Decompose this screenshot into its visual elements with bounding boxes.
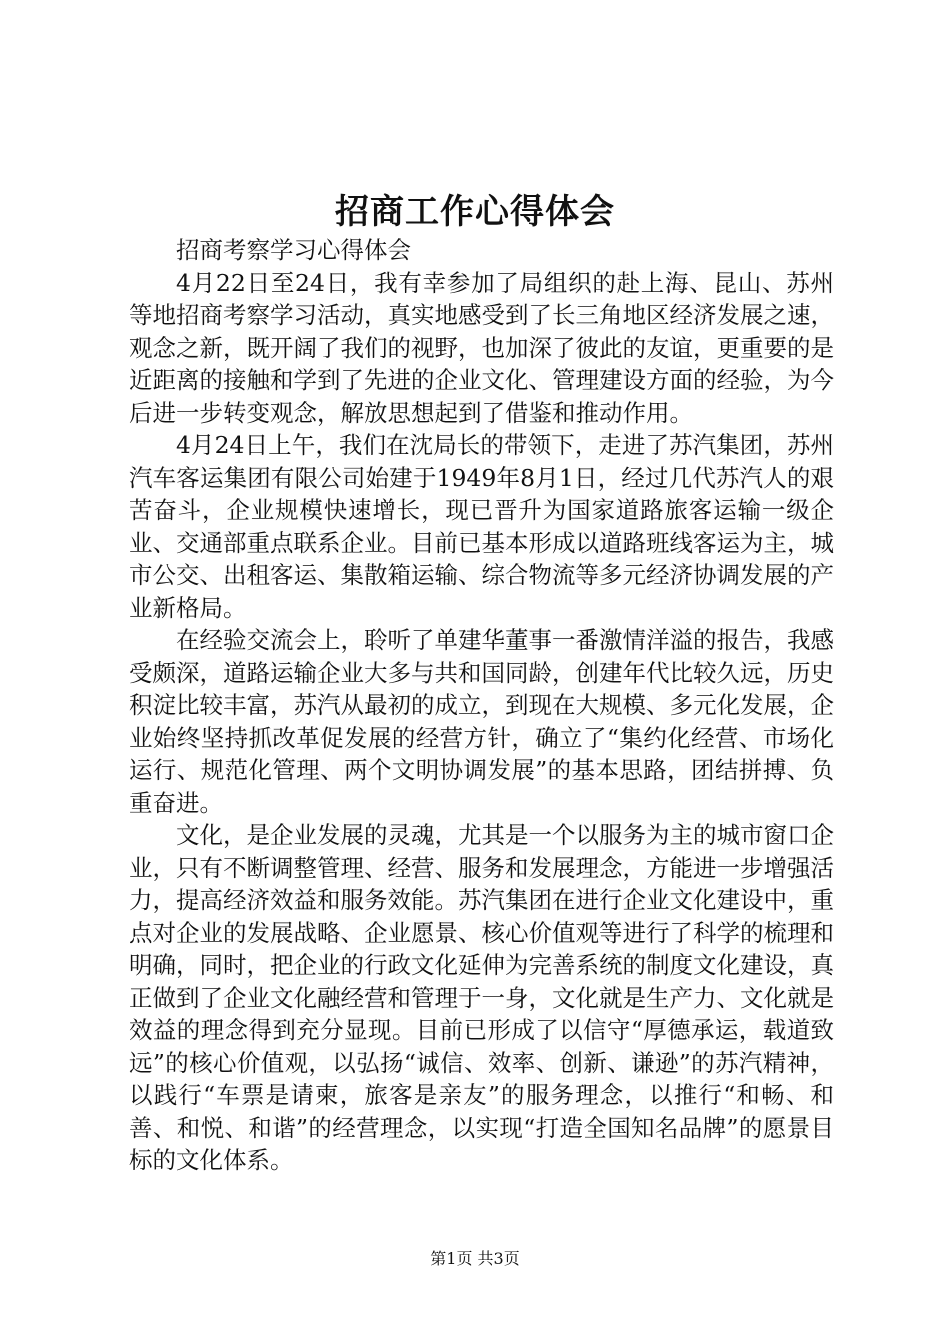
- paragraph-3: 在经验交流会上，聆听了单建华董事一番激情洋溢的报告，我感受颇深，道路运输企业大多与共和国同龄，创建年代比较久远，历史积淀比较丰富，苏汽从最初的成立，到现在大规模、多元化发展，企业始终坚持抓改革促发展的经营方针，确立了“集约化经营、市场化运行、规范化管理、两个文明协调发展”的基本思路，团结拼搏、负重奋进。: [129, 626, 834, 817]
- paragraph-4: 文化，是企业发展的灵魂，尤其是一个以服务为主的城市窗口企业，只有不断调整管理、经营、服务和发展理念，方能进一步增强活力，提高经济效益和服务效能。苏汽集团在进行企业文化建设中，重点对企业的发展战略、企业愿景、核心价值观等进行了科学的梳理和明确，同时，把企业的行政文化延伸为完善系统的制度文化建设，真正做到了企业文化融经营和管理于一身，文化就是生产力、文化就是效益的理念得到充分显现。目前已形成了以信守“厚德承运，载道致远”的核心价值观，以弘扬“诚信、效率、创新、谦逊”的苏汽精神，以践行“车票是请柬，旅客是亲友”的服务理念，以推行“和畅、和善、和悦、和谐”的经营理念，以实现“打造全国知名品牌”的愿景目标的文化体系。: [129, 821, 834, 1174]
- document-body: [129, 234, 834, 1177]
- paragraph-2: 4月24日上午，我们在沈局长的带领下，走进了苏汽集团，苏州汽车客运集团有限公司始建于1949年8月1日，经过几代苏汽人的艰苦奋斗，企业规模快速增长，现已晋升为国家道路旅客运输一级企业、交通部重点联系企业。目前已基本形成以道路班线客运为主，城市公交、出租客运、集散箱运输、综合物流等多元经济协调发展的产业新格局。: [129, 431, 834, 622]
- document-subtitle: 招商考察学习心得体会: [176, 236, 411, 264]
- document-title: 招商工作心得体会: [335, 192, 615, 232]
- page-number-footer: 第1页 共3页: [430, 1249, 520, 1268]
- paragraph-1: 4月22日至24日，我有幸参加了局组织的赴上海、昆山、苏州等地招商考察学习活动，真实地感受到了长三角地区经济发展之速，观念之新，既开阔了我们的视野，也加深了彼此的友谊，更重要的是近距离的接触和学到了先进的企业文化、管理建设方面的经验，为今后进一步转变观念，解放思想起到了借鉴和推动作用。: [129, 268, 834, 427]
